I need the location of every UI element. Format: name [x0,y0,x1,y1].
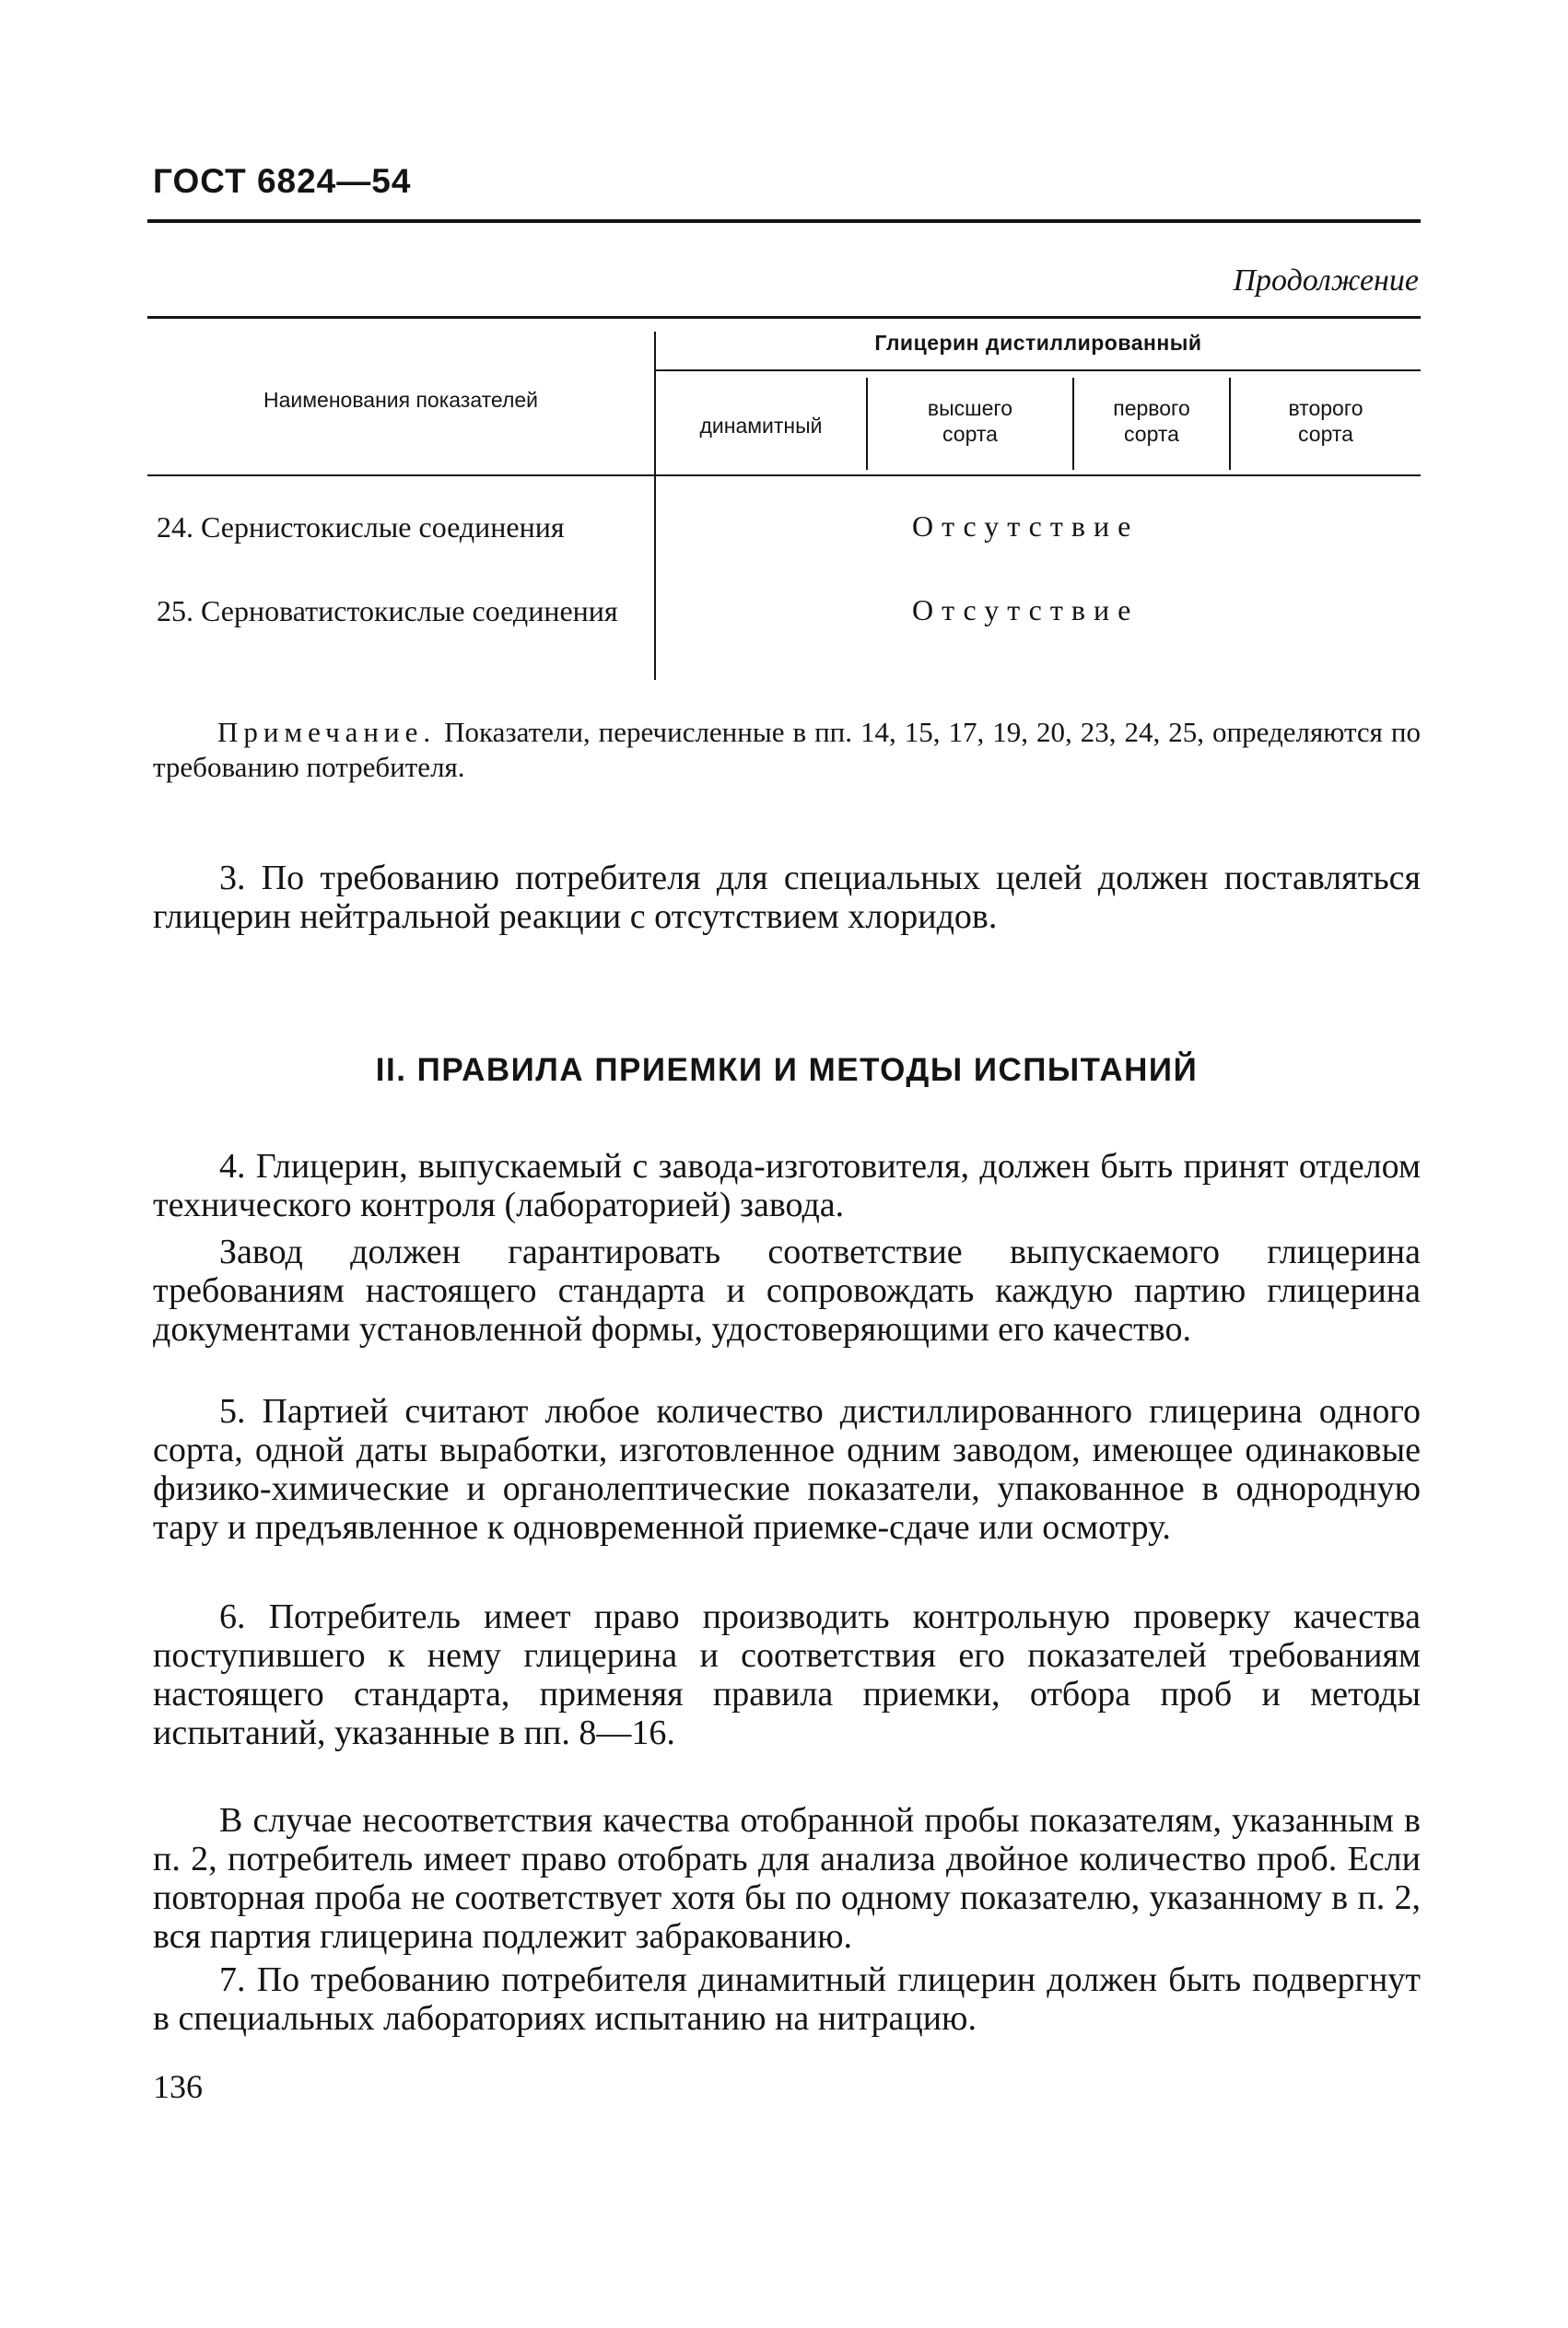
page-number: 136 [153,2068,203,2105]
table-row-25-name: 25. Серноватистокислые соединения [157,594,618,627]
group-header: Глицерин дистиллированный [874,331,1202,355]
paragraph-4: 4. Глицерин, выпускаемый с завода-изготовителя, должен быть принят отделом технического контроля (лабораторией) завода. [153,1147,1421,1224]
group-header-rule [656,369,1421,371]
paragraph-4-cont: Завод должен гарантировать соответствие выпускаемого глицерина требованиям настоящего стандарта и сопровождать каждую партию глицерина документами установленной формы, удостоверяющими его качество. [153,1233,1421,1349]
table-row-24-value: Отсутствие [912,509,1140,543]
document-title: ГОСТ 6824—54 [153,162,412,200]
continuation-label: Продолжение [1233,263,1419,298]
table-row-24-name: 24. Сернистокислые соединения [157,510,565,544]
subheader-highest: высшего сорта [927,396,1013,446]
table-col-divider [654,332,656,680]
paragraph-6-cont: В случае несоответствия качества отобранной пробы показателям, указанным в п. 2, потребитель имеет право отобрать для анализа двойное количество проб. Если повторная проба не соответствует хотя бы по одному показателю, указанному в п. 2, вся партия глицерина подлежит забракованию. [153,1801,1421,1956]
table-header-rule [147,474,1421,476]
paragraph-3: 3. По требованию потребителя для специальных целей должен поставляться глицерин нейтральной реакции с отсутствием хлоридов. [153,859,1421,936]
subheader-dynamite: динамитный [699,414,823,438]
table-top-rule [147,316,1421,319]
table-row-25-value: Отсутствие [912,593,1140,626]
paragraph-5: 5. Партией считают любое количество дистиллированного глицерина одного сорта, одной даты выработки, изготовленное одним заводом, имеющее одинаковые физико-химические и органолептические показатели, упакованное в однородную тару и предъявленное к одновременной приемке-сдаче или осмотру. [153,1392,1421,1547]
subheader-first: первого сорта [1113,396,1190,446]
header-rule [147,219,1421,223]
note-text: Показатели, перечисленные в пп. 14, 15, 17, 19, 20, 23, 24, 25, определяются по требованию потребителя. [153,716,1421,783]
paragraph-7: 7. По требованию потребителя динамитный глицерин должен быть подвергнут в специальных лабораториях испытанию на нитрацию. [153,1960,1421,2038]
section-title: II. ПРАВИЛА ПРИЕМКИ И МЕТОДЫ ИСПЫТАНИЙ [375,1052,1199,1088]
paragraph-6: 6. Потребитель имеет право производить контрольную проверку качества поступившего к нему глицерина и соответствия его показателей требованиям настоящего стандарта, применяя правила приемки, отбора проб и методы испытаний, указанные в пп. 8—16. [153,1597,1421,1752]
subheader-second: второго сорта [1288,396,1363,446]
table-note [153,715,1421,785]
note-label: Примечание. [217,716,437,748]
col-name-header: Наименования показателей [263,388,539,412]
